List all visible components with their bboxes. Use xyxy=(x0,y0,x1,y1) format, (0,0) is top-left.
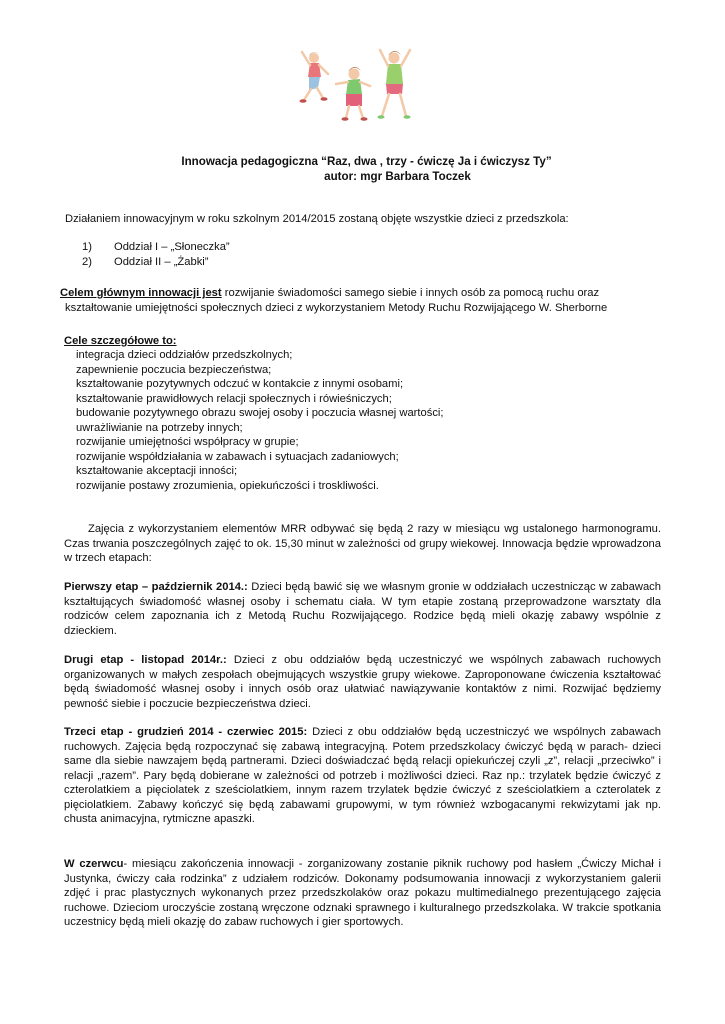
list-item: kształtowanie pozytywnych odczuć w kontakcie z innymi osobami; xyxy=(76,378,404,391)
intro-paragraph: Działaniem innowacyjnym w roku szkolnym 2014/2015 zostaną objęte wszystkie dzieci z przedszkola: xyxy=(65,213,569,225)
title-author-line: autor: mgr Barbara Toczek xyxy=(324,170,471,183)
stage-1-text: Dzieci będą bawić się we własnym gronie w oddziałach uczestnicząc w zabawach kształtujących świadomość własnej osoby i schematu ciała. W tym etapie zostaną przeprowadzone warsztaty dla rodziców celem zapoznania ich z Metodą Ruchu Rozwijającego. Rodzice będą mieli okazję zabawy wspólnie z dzieckiem. xyxy=(64,581,661,637)
stage-1-label: Pierwszy etap – październik 2014.: xyxy=(64,581,248,593)
stage-3-label: Trzeci etap - grudzień 2014 - czerwiec 2015: xyxy=(64,726,308,738)
specific-goals-list xyxy=(76,348,444,493)
list-item: kształtowanie akceptacji inności; xyxy=(76,465,238,478)
list-item: zapewnienie poczucia bezpieczeństwa; xyxy=(76,363,272,376)
children-exercising-illustration xyxy=(296,44,426,126)
list-item: rozwijanie postawy zrozumienia, opiekuńczości i troskliwości. xyxy=(76,479,379,492)
list-item: uwrażliwianie na potrzeby innych; xyxy=(76,421,243,434)
list-item: rozwijanie umiejętności współpracy w grupie; xyxy=(76,436,299,449)
list-item: budowanie pozytywnego obrazu swojej osoby i poczucia własnej wartości; xyxy=(76,407,444,420)
stage-2-text: Dzieci z obu oddziałów będą uczestniczyć we wspólnych zabawach ruchowych organizowanych w małych zespołach obejmujących wszystkie grupy wiekowe. Zaproponowane ćwiczenia kształtować będą świadomość własnej osoby i innych osób oraz ułatwiać nawiązywanie kontaktów z nimi. Rozwijać będziemy pewność siebie i poczucie bezpieczeństwa dzieci. xyxy=(64,654,662,710)
schedule-text: Zajęcia z wykorzystaniem elementów MRR odbywać się będą 2 razy w miesiącu wg ustalonego harmonogramu. Czas trwania poszczególnych zajęć to ok. 15,30 minut w zależności od grupy wiekowej. Innowacja będzie wprowadzona w trzech etapach: xyxy=(64,523,661,564)
main-goal-paragraph xyxy=(60,286,665,315)
list-item xyxy=(82,240,230,255)
list-number: 2) xyxy=(82,255,92,268)
list-item: rozwijanie współdziałania w zabawach i sytuacjach zadaniowych; xyxy=(76,450,399,463)
schedule-paragraph xyxy=(64,522,661,566)
stage-3-paragraph xyxy=(64,725,661,827)
stage-1-paragraph xyxy=(64,580,661,638)
document-title xyxy=(0,154,725,184)
unit-label: Oddział I – „Słoneczka” xyxy=(114,241,230,253)
stage-2-paragraph xyxy=(64,653,661,711)
main-goal-label: Celem głównym innowacji jest xyxy=(60,287,222,299)
list-number: 1) xyxy=(82,241,92,253)
title-line-1: Innowacja pedagogiczna “Raz, dwa , trzy - ćwiczę Ja i ćwiczysz Ty” xyxy=(181,155,552,168)
child-1-figure xyxy=(300,52,329,103)
list-item xyxy=(82,255,230,270)
june-paragraph xyxy=(64,857,661,930)
unit-label: Oddział II – „Żabki” xyxy=(114,255,209,268)
child-3-figure xyxy=(378,50,411,119)
main-goal-text-1: rozwijanie świadomości samego siebie i innych osób za pomocą ruchu oraz xyxy=(221,287,600,299)
stage-2-label: Drugi etap - listopad 2014r.: xyxy=(64,654,227,666)
units-list xyxy=(82,240,230,269)
june-text: - miesiącu zakończenia innowacji - zorganizowany zostanie piknik ruchowy pod hasłem „Ćwiczy Michał i Justynka, ćwiczy cała rodzinka” z udziałem rodziców. Dokonamy podsumowania innowacji z wykorzystaniem galerii zdjęć i prac plastycznych wykonanych przez przedszkolaków oraz pokazu multimedialnego prezentującego zajęcia ruchowe. Dzieciom uroczyście zostaną wręczone odznaki sprawnego i kulturalnego przedszkolaka. W trakcie spotkania uczestnicy będą mieli okazję do zabaw ruchowych i gier sportowych. xyxy=(64,858,661,928)
june-label: W czerwcu xyxy=(64,858,124,870)
specific-goals-heading: Cele szczegółowe to: xyxy=(64,335,177,347)
child-2-figure xyxy=(336,67,370,121)
list-item: kształtowanie prawidłowych relacji społecznych i rówieśniczych; xyxy=(76,392,392,405)
stage-3-text: Dzieci z obu oddziałów będą uczestniczyć we wspólnych zabawach ruchowych. Zajęcia będą rozpoczynać się zabawą integracyjną. Potem przedszkolacy ćwiczyć będą w parach- dzieci same dla siebie nawzajem będą partnerami. Dzieci doświadczać będą relacji opiekuńczej czyli „z”, relacji „przeciwko” i relacji „razem”. Pary będą dobierane w zależności od potrzeb i możliwości dzieci. Raz np.: trzylatek będzie ćwiczyć z czterolatkiem a pięciolatek z sześciolatkiem, innym razem trzylatek będzie ćwiczyć z sześciolatkiem a czterolatek z pięciolatkiem. Zabawy kończyć się będą zabawami grupowymi, w tym również wzbogacanymi rekwizytami jak np. chusta animacyjna, rytmiczne apaszki. xyxy=(64,726,661,825)
main-goal-text-2: kształtowanie umiejętności społecznych dzieci z wykorzystaniem Metody Ruchu Rozwijającego W. Sherborne xyxy=(65,301,608,314)
list-item: integracja dzieci oddziałów przedszkolnych; xyxy=(76,349,293,361)
